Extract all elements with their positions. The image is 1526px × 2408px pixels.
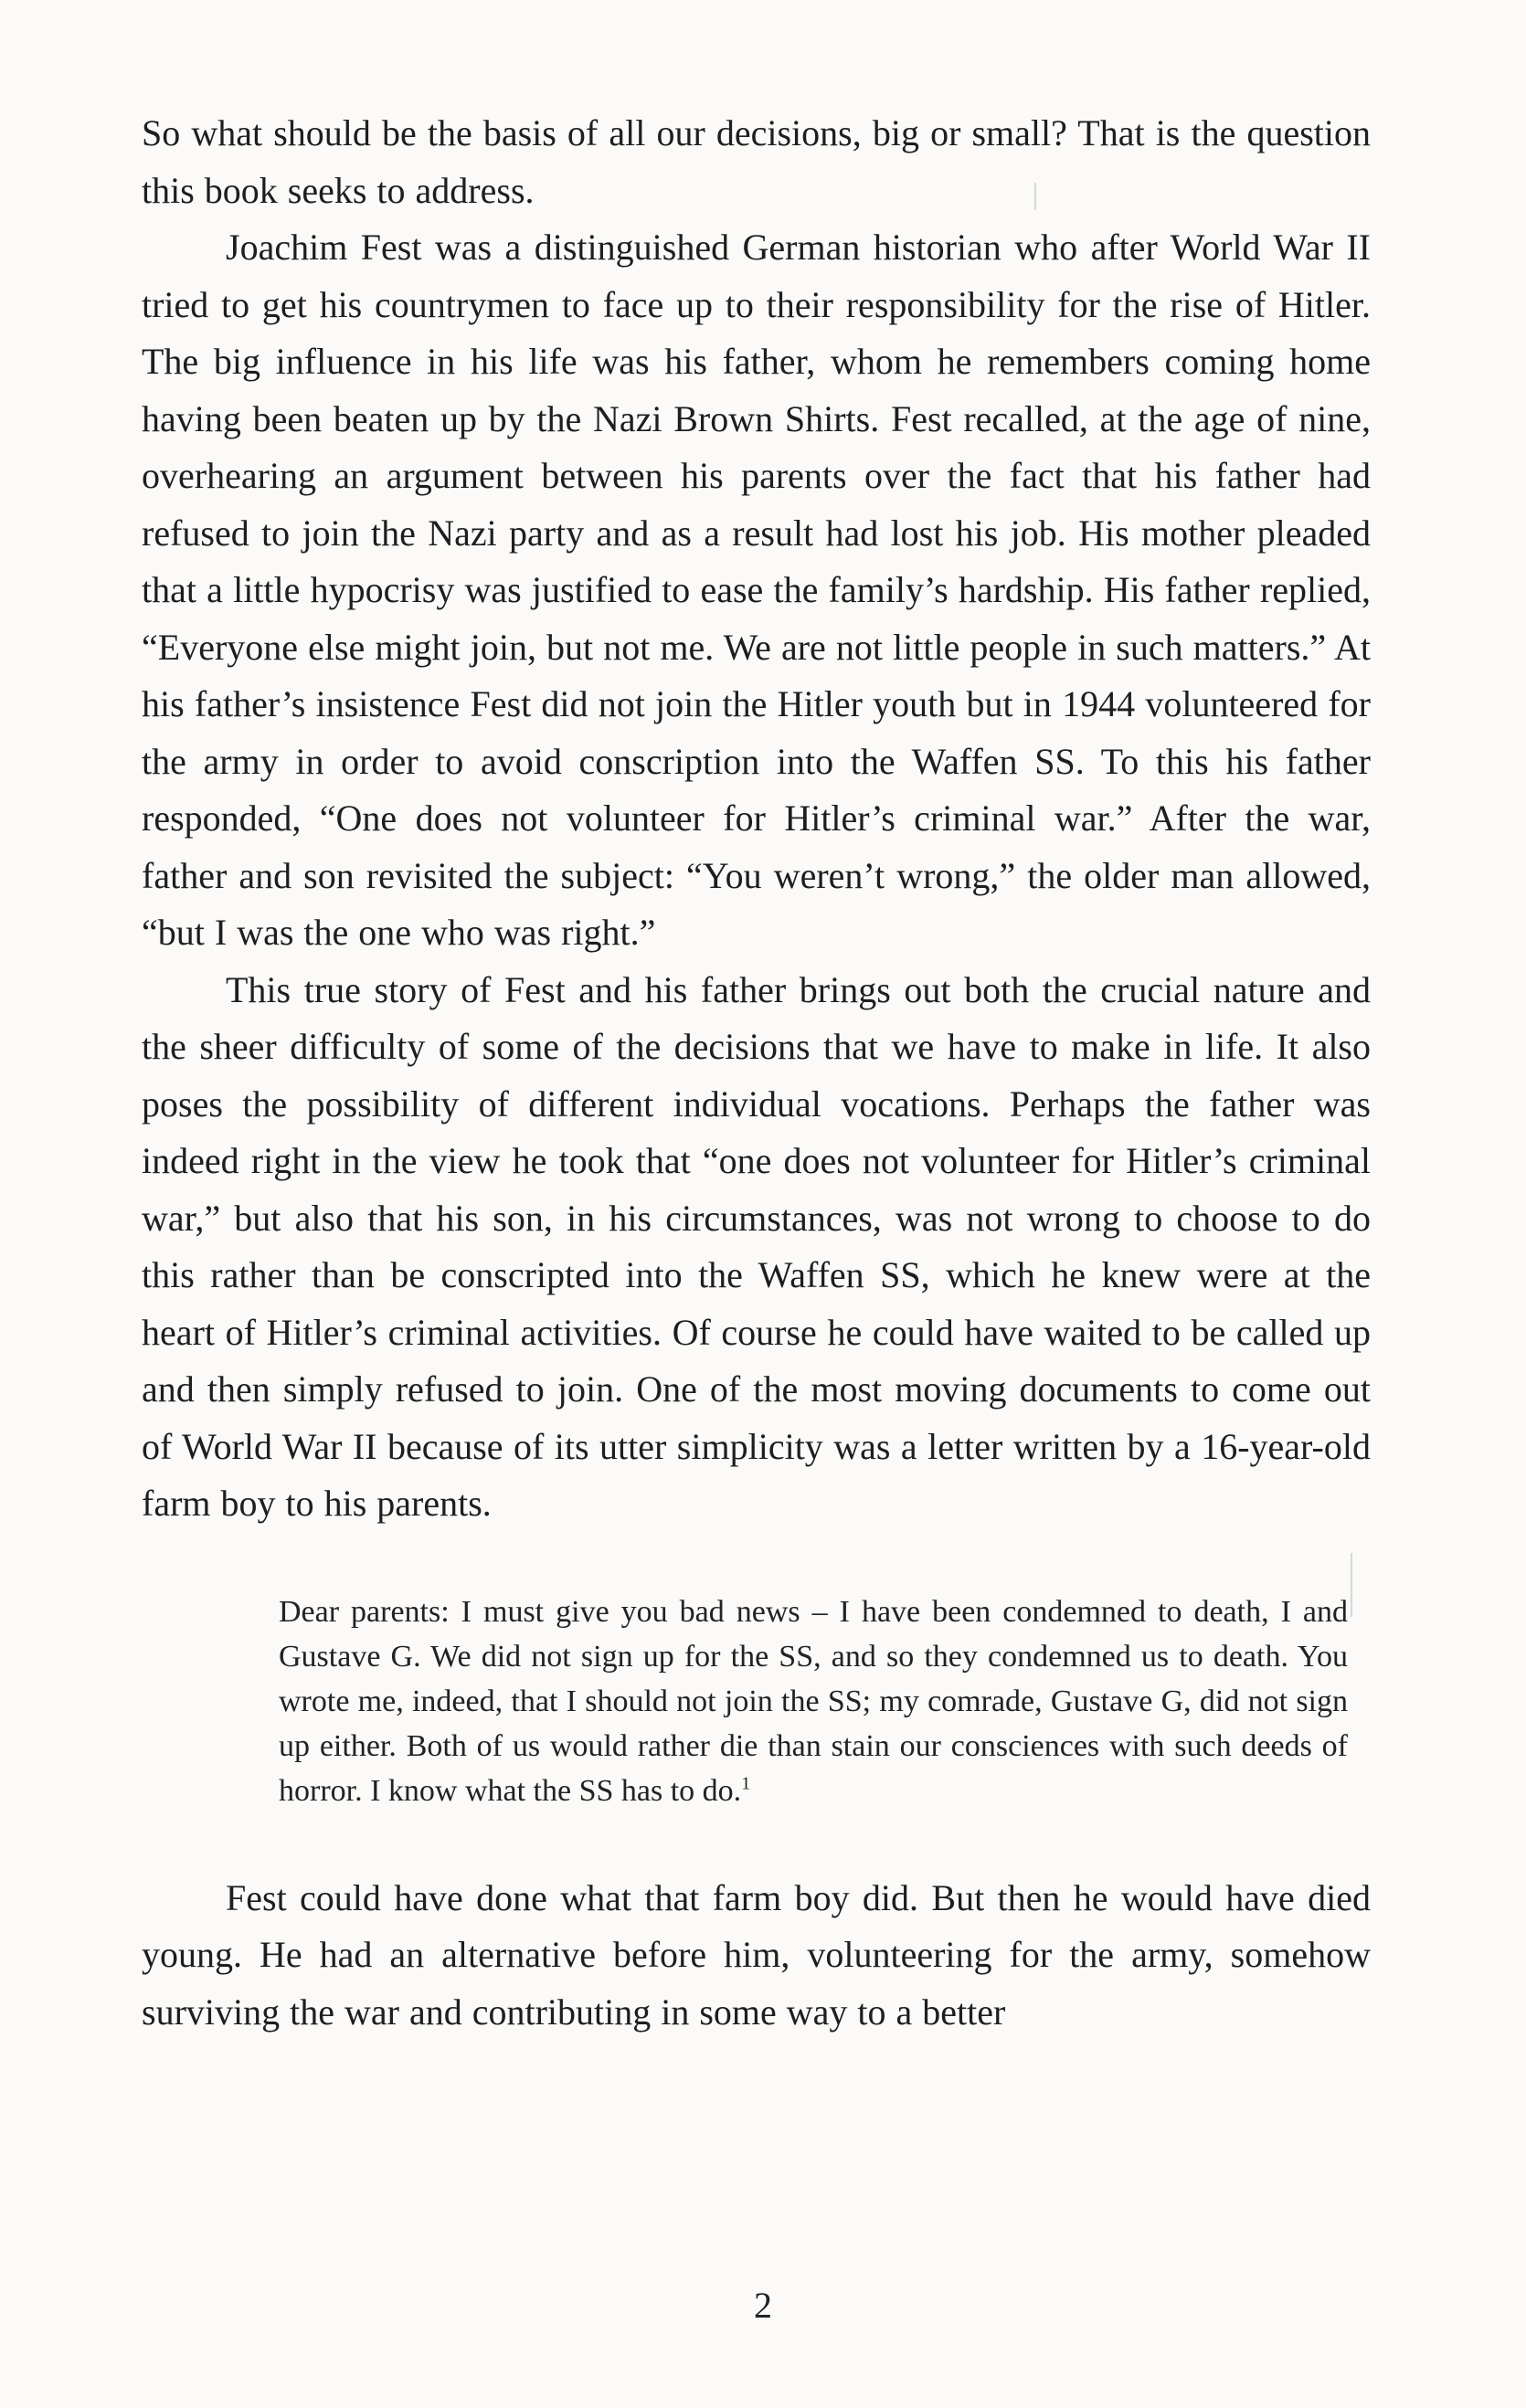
paragraph-intro: So what should be the basis of all our decisions, big or small? That is the question this book seeks to address. bbox=[142, 112, 1371, 211]
scan-artifact-mark bbox=[1351, 1553, 1352, 1617]
quote-text: Dear parents: I must give you bad news – I have been condemned to death, I and Gustave G. We did not sign up for the SS, and so they condemned us to death. You wrote me, indeed, that I should not join the SS; my comrade, Gustave G, did not sign up either. Both of us would rather die than stain our consciences with such deeds of horror. I know what the SS has to do. bbox=[279, 1594, 1348, 1808]
page-body bbox=[142, 105, 1371, 2041]
footnote-marker: 1 bbox=[741, 1773, 751, 1794]
page-number: 2 bbox=[754, 2285, 772, 2326]
paragraph-fest-story: Joachim Fest was a distinguished German historian who after World War II tried to get his countrymen to face up to their responsibility for the rise of Hitler. The big influence in his life was his father, whom he remembers coming home having been beaten up by the Nazi Brown Shirts. Fest recalled, at the age of nine, overhearing an argument between his parents over the fact that his father had refused to join the Nazi party and as a result had lost his job. His mother pleaded that a little hypocrisy was justified to ease the family’s hardship. His father replied, “Everyone else might join, but not me. We are not little people in such matters.” At his father’s insistence Fest did not join the Hitler youth but in 1944 volunteered for the army in order to avoid conscription into the Waffen SS. To this his father responded, “One does not volunteer for Hitler’s criminal war.” After the war, father and son revisited the subject: “You weren’t wrong,” the older man allowed, “but I was the one who was right.” bbox=[142, 227, 1371, 953]
paragraph-analysis: This true story of Fest and his father brings out both the crucial nature and the sheer difficulty of some of the decisions that we have to make in life. It also poses the possibility of different individual vocations. Perhaps the father was indeed right in the view he took that “one does not volunteer for Hitler’s criminal war,” but also that his son, in his circumstances, was not wrong to choose to do this rather than be conscripted into the Waffen SS, which he knew were at the heart of Hitler’s criminal activities. Of course he could have waited to be called up and then simply refused to join. One of the most moving documents to come out of World War II because of its utter simplicity was a letter written by a 16-year-old farm boy to his parents. bbox=[142, 968, 1371, 1524]
farm-boy-letter-quote bbox=[279, 1589, 1348, 1813]
scan-artifact-mark bbox=[1034, 183, 1036, 210]
paragraph-closing: Fest could have done what that farm boy did. But then he would have died young. He had an alternative before him, volunteering for the army, somehow surviving the war and contributing in some way to a better bbox=[142, 1876, 1371, 2033]
